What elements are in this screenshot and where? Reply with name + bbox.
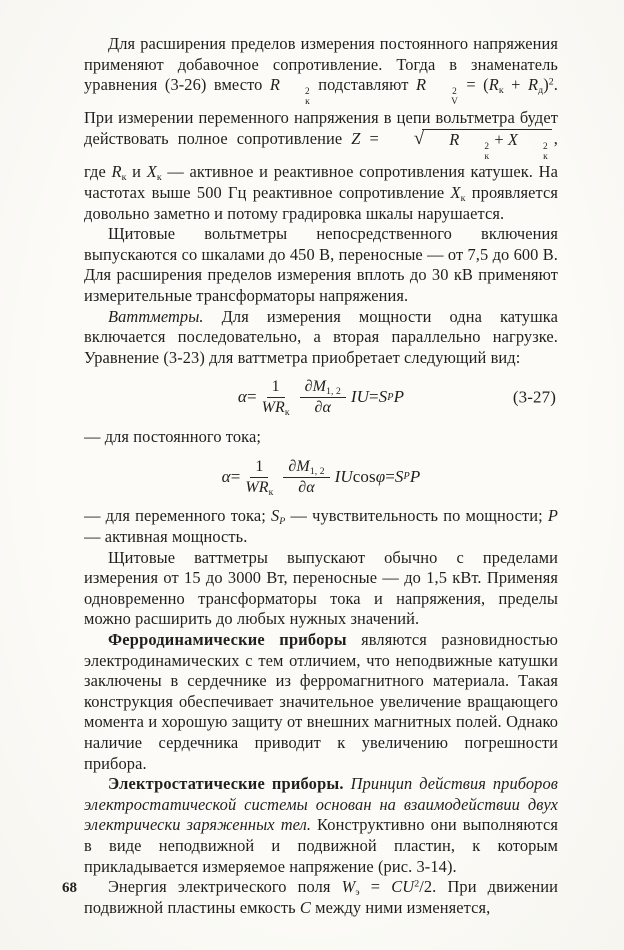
fraction-numerator xyxy=(300,378,346,398)
stacked-scripts xyxy=(427,88,458,108)
text-run: = xyxy=(368,387,379,407)
para-field-energy xyxy=(84,877,558,918)
text-run: подставляют xyxy=(310,75,416,95)
page-number: 68 xyxy=(62,880,77,896)
text-run: к xyxy=(498,85,504,97)
text-run: R xyxy=(449,129,460,149)
text-run: Щитовые вольтметры непосредственного включения выпускаются со шкалами до 450 В, переносные — от 7,5 до 600 В. Для расширения пределов измерения вплоть до 30 кВ применяют измерительные трансформаторы напряжения. xyxy=(84,224,558,305)
stacked-scripts xyxy=(281,88,310,108)
text-run: э xyxy=(355,887,360,899)
text-run: ∂M xyxy=(288,457,310,475)
stacked-scripts xyxy=(460,143,489,163)
radicand xyxy=(422,129,552,163)
fraction-denominator xyxy=(245,478,273,497)
text-run: Щитовые ваттметры выпускают обычно с пределами измерения от 15 до 3000 Вт, переносные — до 1,5 кВт. Применяя одновременно трансформаторы тока и напряжения, пределы можно расширить до любых нужных значений. xyxy=(84,547,558,629)
text-run: к xyxy=(156,172,162,184)
superscript: 2 xyxy=(543,141,548,152)
text-run: R xyxy=(258,478,269,496)
fraction xyxy=(283,458,329,497)
text-run: P xyxy=(409,466,421,486)
text-run: д xyxy=(538,85,544,97)
text-run: , где xyxy=(84,128,558,182)
superscript: 2 xyxy=(484,141,490,152)
equation-number: (3-27) xyxy=(512,387,556,407)
para-added-resistance xyxy=(84,34,558,224)
text-run: ∂M xyxy=(304,378,327,396)
text-run: Электростатические приборы. xyxy=(108,774,351,794)
text-run: α xyxy=(221,466,231,486)
text-run: W xyxy=(341,877,356,897)
text-run: R xyxy=(269,75,280,95)
subscript: к xyxy=(543,151,548,162)
para-wattmeters xyxy=(84,307,558,369)
text-run: W xyxy=(245,478,259,496)
para-dc-current xyxy=(84,427,558,448)
text-run: + xyxy=(503,75,528,95)
text-run: S xyxy=(394,466,404,486)
text-run: — чувствительность по мощности; xyxy=(285,506,548,526)
text-run: φ xyxy=(375,466,386,486)
fraction-denominator xyxy=(315,398,331,417)
para-electrostatic xyxy=(84,774,558,877)
text-run: IU xyxy=(350,387,369,407)
text-run: cos xyxy=(352,466,376,486)
text-run: S xyxy=(378,387,388,407)
superscript: 2 xyxy=(305,87,310,98)
text-run: и xyxy=(126,162,147,182)
text-run: 1 xyxy=(255,457,264,475)
text-run: Для расширения пределов измерения постоянного напряжения применяют добавочное сопротивление. Тогда в знаменатель уравнения (3-26) вместо xyxy=(84,34,558,95)
text-run: P xyxy=(279,516,286,528)
fraction xyxy=(245,458,273,497)
text-run: 2 xyxy=(548,76,554,88)
text-run: 1, 2 xyxy=(326,386,341,398)
text-run: между ними изменяется, xyxy=(310,897,491,917)
text-run: Z xyxy=(351,128,361,148)
text-run: проявляется довольно заметно и потому градировка шкалы нарушается. xyxy=(84,182,558,223)
text-run: — для постоянного тока; xyxy=(84,427,261,447)
fraction-numerator xyxy=(267,378,285,398)
text-run: C xyxy=(299,897,311,917)
text-run: P xyxy=(393,387,405,407)
text-run: = xyxy=(359,877,392,897)
text-run: IU xyxy=(334,466,353,486)
text-run: Энергия электрического поля xyxy=(108,877,342,897)
text-run: + xyxy=(490,129,508,149)
fraction xyxy=(300,378,346,417)
para-ac-current xyxy=(84,506,558,547)
fraction-numerator xyxy=(250,458,268,478)
text-run: к xyxy=(460,192,466,204)
text-run: Конструктивно они выполняются в виде неподвижной и подвижной пластин, к которым прикладывается измеряемое напряжение (рис. 3-14). xyxy=(84,815,558,876)
para-panel-wattmeters xyxy=(84,548,558,630)
text-run: = xyxy=(230,466,241,486)
text-run: — активная мощность. xyxy=(84,527,248,547)
text-run: — для переменного тока; xyxy=(84,506,271,526)
text-run: = ( xyxy=(458,75,489,95)
text-run: ∂α xyxy=(298,478,315,496)
text-run: 1, 2 xyxy=(309,465,325,477)
text-run: ∂α xyxy=(314,399,331,417)
text-run: α xyxy=(237,387,247,407)
text-run: X xyxy=(450,182,461,202)
text-run: R xyxy=(488,75,499,95)
text-run: X xyxy=(507,129,519,149)
text-run: Для измерения мощности одна катушка включается последовательно, а вторая параллельно нагрузке. Уравнение (3-23) для ваттметра приобретает следующий вид: xyxy=(84,306,558,367)
text-run: R xyxy=(527,75,539,95)
fraction xyxy=(262,378,290,417)
text-run: /2. При движении подвижной пластины емкость xyxy=(84,877,558,917)
text-run: R xyxy=(111,162,122,182)
superscript: 2 xyxy=(452,87,457,98)
square-root xyxy=(390,129,552,163)
equation-body: α = $\frac{1}{WR_к}$ $\frac{\partial M_{1, 2}}{\partial\alpha}$ IU = S P P xyxy=(237,378,405,419)
equation-body: α = $\frac{1}{WR_к}$ $\frac{\partial M_{1, 2}}{\partial\alpha}$ IU cos φ = S P P xyxy=(221,457,421,498)
text-run: R xyxy=(275,399,285,417)
text-run: W xyxy=(261,399,276,417)
text-run: . При измерении переменного напряжения в цепи вольтметра будет действовать полное сопротивление xyxy=(84,75,558,148)
text-run: S xyxy=(271,506,280,526)
text-run: P xyxy=(547,506,558,526)
text-run: ) xyxy=(543,75,549,95)
subscript: V xyxy=(451,97,458,108)
text-run: Принцип действия приборов электростатической системы основан на взаимодействии двух электрически заряженных тел. xyxy=(84,774,558,835)
text-run: Ваттметры. xyxy=(108,306,204,326)
text-run: являются разновидностью электродинамических с тем отличием, что неподвижные катушки заключены в сердечнике из ферромагнитного материала. Такая конструкция обеспечивает значительное увеличение вращающего момента и хорошую защиту от внешних магнитных полей. Однако наличие сердечника приводит к увеличению погрешности прибора. xyxy=(84,630,558,773)
text-run: = xyxy=(246,387,257,407)
text-run: к xyxy=(121,172,127,184)
equation-ac xyxy=(84,458,558,497)
text-run: — активное и реактивное сопротивления катушек. На частотах выше 500 Гц реактивное сопротивление xyxy=(84,162,558,202)
text-run: = xyxy=(360,128,388,148)
fraction-denominator xyxy=(298,478,314,497)
subscript: к xyxy=(305,97,310,108)
subscript: к xyxy=(484,151,490,162)
text-run: R xyxy=(415,75,427,95)
fraction-numerator xyxy=(283,458,329,478)
text-column xyxy=(84,34,558,934)
equation-3-27 xyxy=(84,378,558,417)
text-run: CU xyxy=(391,877,415,897)
text-run: X xyxy=(146,162,157,182)
text-run: = xyxy=(385,466,395,486)
text-run: к xyxy=(284,407,290,419)
text-run: Ферродинамические приборы xyxy=(108,630,347,650)
fraction-denominator xyxy=(262,398,290,417)
radical-sign: √ xyxy=(413,127,425,149)
text-run: 2 xyxy=(414,878,420,890)
text-run: к xyxy=(268,486,274,498)
para-panel-voltmeters xyxy=(84,224,558,306)
text-run: 1 xyxy=(271,378,280,396)
stacked-scripts xyxy=(519,143,548,163)
para-ferrodynamic xyxy=(84,630,558,774)
